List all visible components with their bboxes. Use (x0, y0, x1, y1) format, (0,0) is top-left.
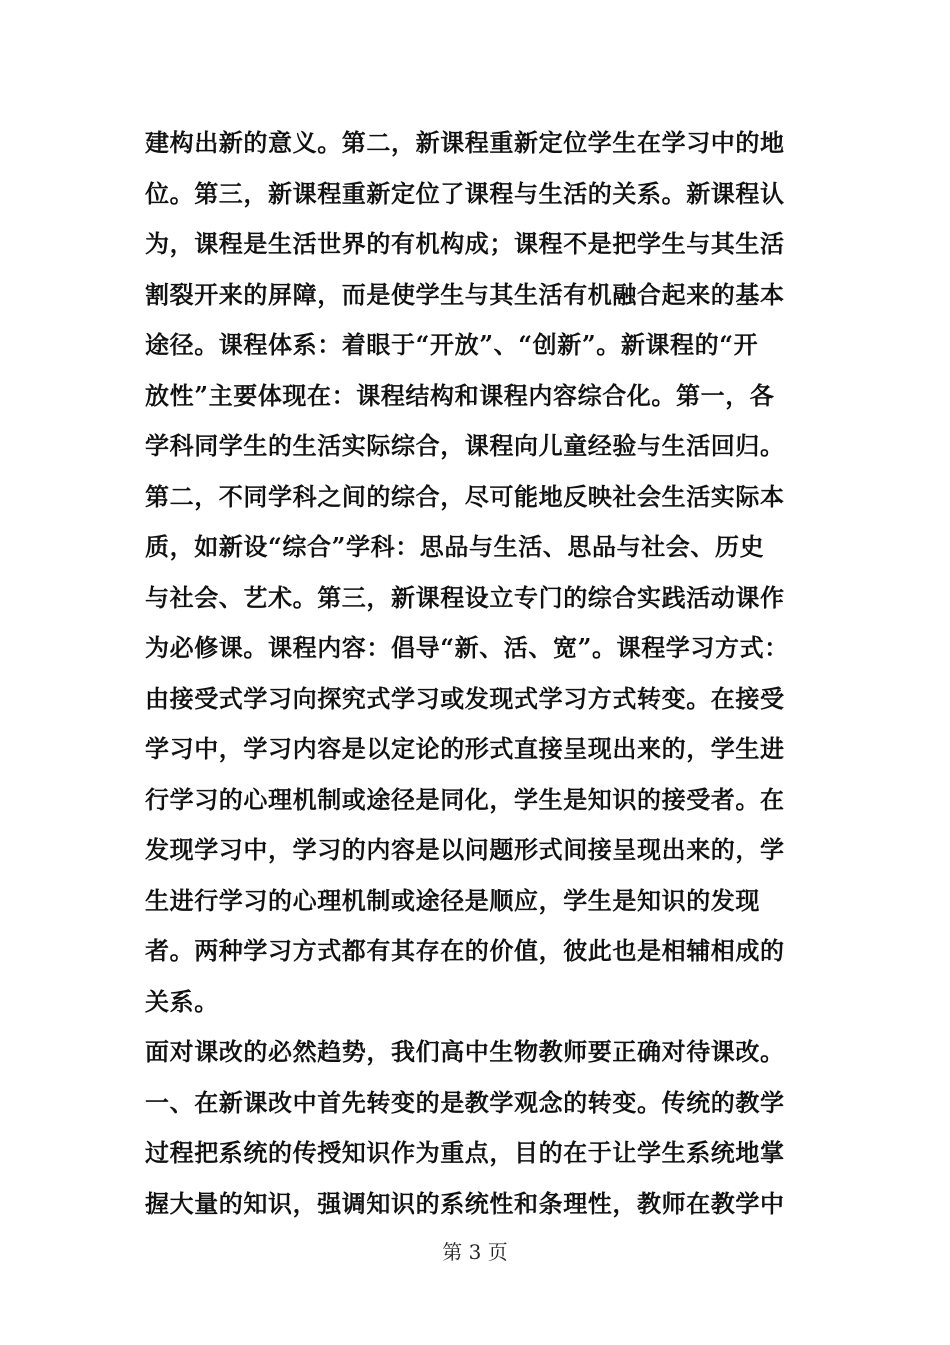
page-number: 第 3 页 (442, 1240, 508, 1264)
text-line: 过程把系统的传授知识作为重点，目的在于让学生系统地掌 (145, 1138, 785, 1167)
text-line: 生进行学习的心理机制或途径是顺应，学生是知识的发现 (145, 885, 760, 915)
body-text (145, 118, 815, 1229)
text-line: 与社会、艺术。第三，新课程设立专门的综合实践活动课作 (145, 582, 785, 612)
text-line: 行学习的心理机制或途径是同化，学生是知识的接受者。在 (145, 784, 785, 814)
text-line: 者。两种学习方式都有其存在的价值，彼此也是相辅相成的 (145, 936, 785, 965)
text-line: 面对课改的必然趋势，我们高中生物教师要正确对待课改。 (145, 1037, 785, 1066)
text-line: 建构出新的意义。第二，新课程重新定位学生在学习中的地 (145, 128, 785, 157)
text-line: 第二，不同学科之间的综合，尽可能地反映社会生活实际本 (145, 481, 785, 511)
text-line: 放性”主要体现在：课程结构和课程内容综合化。第一，各 (145, 380, 775, 410)
text-line: 学科同学生的生活实际综合，课程向儿童经验与生活回归。 (145, 431, 785, 460)
text-line: 割裂开来的屏障，而是使学生与其生活有机融合起来的基本 (145, 279, 785, 309)
text-line: 为，课程是生活世界的有机构成；课程不是把学生与其生活 (145, 229, 785, 258)
text-line: 由接受式学习向探究式学习或发现式学习方式转变。在接受 (145, 683, 785, 713)
text-line: 发现学习中，学习的内容是以问题形式间接呈现出来的，学 (145, 835, 785, 864)
text-line: 质，如新设“综合”学科：思品与生活、思品与社会、历史 (145, 532, 765, 561)
text-line: 为必修课。课程内容：倡导“新、活、宽”。课程学习方式： (145, 633, 789, 662)
text-line: 握大量的知识，强调知识的系统性和条理性，教师在教学中 (145, 1188, 785, 1218)
text-line: 学习中，学习内容是以定论的形式直接呈现出来的，学生进 (145, 734, 785, 763)
text-line: 一、在新课改中首先转变的是教学观念的转变。传统的教学 (145, 1087, 785, 1117)
text-line: 位。第三，新课程重新定位了课程与生活的关系。新课程认 (145, 178, 785, 208)
text-line: 途径。课程体系：着眼于“开放”、“创新”。新课程的“开 (145, 330, 759, 359)
text-line: 关系。 (145, 986, 219, 1016)
